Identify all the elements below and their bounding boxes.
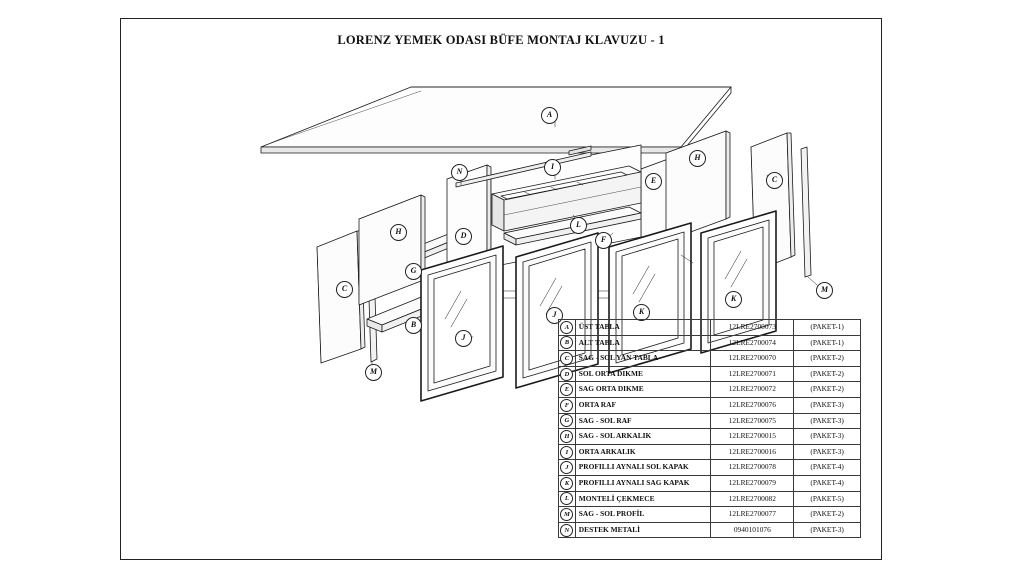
part-package-cell: (PAKET-3) <box>794 522 861 538</box>
part-name-cell: MONTELİ ÇEKMECE <box>575 491 711 507</box>
part-key-cell <box>559 507 576 523</box>
part-key-bubble: N <box>560 524 573 537</box>
part-code-cell: 12LRE2700016 <box>711 444 794 460</box>
part-key-cell <box>559 397 576 413</box>
part-package-cell: (PAKET-2) <box>794 507 861 523</box>
part-package-cell: (PAKET-4) <box>794 460 861 476</box>
part-key-bubble: C <box>560 352 573 365</box>
part-sol-arkalik <box>359 195 425 305</box>
part-key-cell <box>559 444 576 460</box>
callout-bubble-m: M <box>365 364 382 381</box>
part-key-cell <box>559 351 576 367</box>
table-row <box>559 413 861 429</box>
part-key-bubble: F <box>560 399 573 412</box>
callout-bubble-c: C <box>766 172 783 189</box>
callout-bubble-e: E <box>645 173 662 190</box>
part-code-cell: 12LRE2700073 <box>711 320 794 336</box>
part-key-cell <box>559 429 576 445</box>
part-code-cell: 12LRE2700076 <box>711 397 794 413</box>
part-package-cell: (PAKET-2) <box>794 382 861 398</box>
part-key-cell <box>559 366 576 382</box>
part-key-bubble: J <box>560 461 573 474</box>
callout-bubble-a: A <box>541 107 558 124</box>
callout-bubble-n: N <box>451 164 468 181</box>
part-key-bubble: E <box>560 383 573 396</box>
part-key-cell <box>559 335 576 351</box>
part-key-bubble: K <box>560 477 573 490</box>
part-code-cell: 12LRE2700079 <box>711 475 794 491</box>
callout-bubble-j: J <box>455 330 472 347</box>
part-package-cell: (PAKET-4) <box>794 475 861 491</box>
part-name-cell: SAG - SOL RAF <box>575 413 711 429</box>
callout-bubble-b: B <box>405 317 422 334</box>
part-name-cell: SAG ORTA DIKME <box>575 382 711 398</box>
part-ust-tabla <box>261 87 731 153</box>
part-package-cell: (PAKET-3) <box>794 429 861 445</box>
part-key-bubble: D <box>560 368 573 381</box>
table-row <box>559 351 861 367</box>
part-package-cell: (PAKET-1) <box>794 335 861 351</box>
part-code-cell: 12LRE2700015 <box>711 429 794 445</box>
table-row <box>559 335 861 351</box>
part-code-cell: 12LRE2700078 <box>711 460 794 476</box>
part-key-cell <box>559 320 576 336</box>
part-code-cell: 12LRE2700082 <box>711 491 794 507</box>
part-name-cell: ORTA ARKALIK <box>575 444 711 460</box>
part-package-cell: (PAKET-3) <box>794 444 861 460</box>
table-row <box>559 475 861 491</box>
callout-bubble-k: K <box>633 304 650 321</box>
table-row <box>559 491 861 507</box>
part-key-cell <box>559 460 576 476</box>
part-package-cell: (PAKET-5) <box>794 491 861 507</box>
table-row <box>559 444 861 460</box>
drawing-frame <box>120 18 882 560</box>
callout-bubble-k: K <box>725 291 742 308</box>
callout-bubble-l: L <box>570 217 587 234</box>
part-key-cell <box>559 491 576 507</box>
part-package-cell: (PAKET-1) <box>794 320 861 336</box>
page-title: LORENZ YEMEK ODASI BÜFE MONTAJ KLAVUZU - 1 <box>337 33 665 47</box>
callout-bubble-h: H <box>390 224 407 241</box>
part-key-bubble: H <box>560 430 573 443</box>
table-row <box>559 429 861 445</box>
callout-bubble-j: J <box>546 307 563 324</box>
part-key-bubble: M <box>560 508 573 521</box>
part-key-cell <box>559 522 576 538</box>
table-row <box>559 397 861 413</box>
table-row <box>559 522 861 538</box>
callout-bubble-d: D <box>455 228 472 245</box>
part-name-cell: PROFILLI AYNALI SAG KAPAK <box>575 475 711 491</box>
table-row <box>559 382 861 398</box>
table-row <box>559 320 861 336</box>
part-name-cell: ALT TABLA <box>575 335 711 351</box>
callout-bubble-i: I <box>544 159 561 176</box>
part-code-cell: 12LRE2700071 <box>711 366 794 382</box>
part-key-cell <box>559 475 576 491</box>
part-package-cell: (PAKET-2) <box>794 351 861 367</box>
table-row <box>559 460 861 476</box>
part-code-cell: 12LRE2700077 <box>711 507 794 523</box>
part-package-cell: (PAKET-3) <box>794 397 861 413</box>
part-name-cell: ORTA RAF <box>575 397 711 413</box>
part-key-bubble: L <box>560 492 573 505</box>
part-sag-profil <box>801 147 817 285</box>
part-code-cell: 12LRE2700075 <box>711 413 794 429</box>
part-code-cell: 12LRE2700072 <box>711 382 794 398</box>
callout-bubble-f: F <box>595 232 612 249</box>
part-key-bubble: B <box>560 336 573 349</box>
part-key-bubble: A <box>560 321 573 334</box>
part-code-cell: 0940101076 <box>711 522 794 538</box>
part-code-cell: 12LRE2700070 <box>711 351 794 367</box>
part-key-bubble: I <box>560 446 573 459</box>
part-package-cell: (PAKET-3) <box>794 413 861 429</box>
part-key-cell <box>559 382 576 398</box>
part-name-cell: DESTEK METALİ <box>575 522 711 538</box>
part-name-cell: SOL ORTA DIKME <box>575 366 711 382</box>
part-name-cell: ÜST TABLA <box>575 320 711 336</box>
part-key-bubble: G <box>560 414 573 427</box>
part-name-cell: SAG - SOL YAN TABLA <box>575 351 711 367</box>
callout-bubble-h: H <box>689 150 706 167</box>
part-package-cell: (PAKET-2) <box>794 366 861 382</box>
callout-bubble-g: G <box>405 263 422 280</box>
callout-bubble-m: M <box>816 282 833 299</box>
part-key-cell <box>559 413 576 429</box>
table-row <box>559 366 861 382</box>
part-name-cell: PROFILLI AYNALI SOL KAPAK <box>575 460 711 476</box>
parts-table <box>558 319 861 538</box>
part-name-cell: SAG - SOL ARKALIK <box>575 429 711 445</box>
table-row <box>559 507 861 523</box>
part-kapak-1 <box>421 246 503 401</box>
callout-bubble-c: C <box>336 281 353 298</box>
part-name-cell: SAG - SOL PROFİL <box>575 507 711 523</box>
part-code-cell: 12LRE2700074 <box>711 335 794 351</box>
